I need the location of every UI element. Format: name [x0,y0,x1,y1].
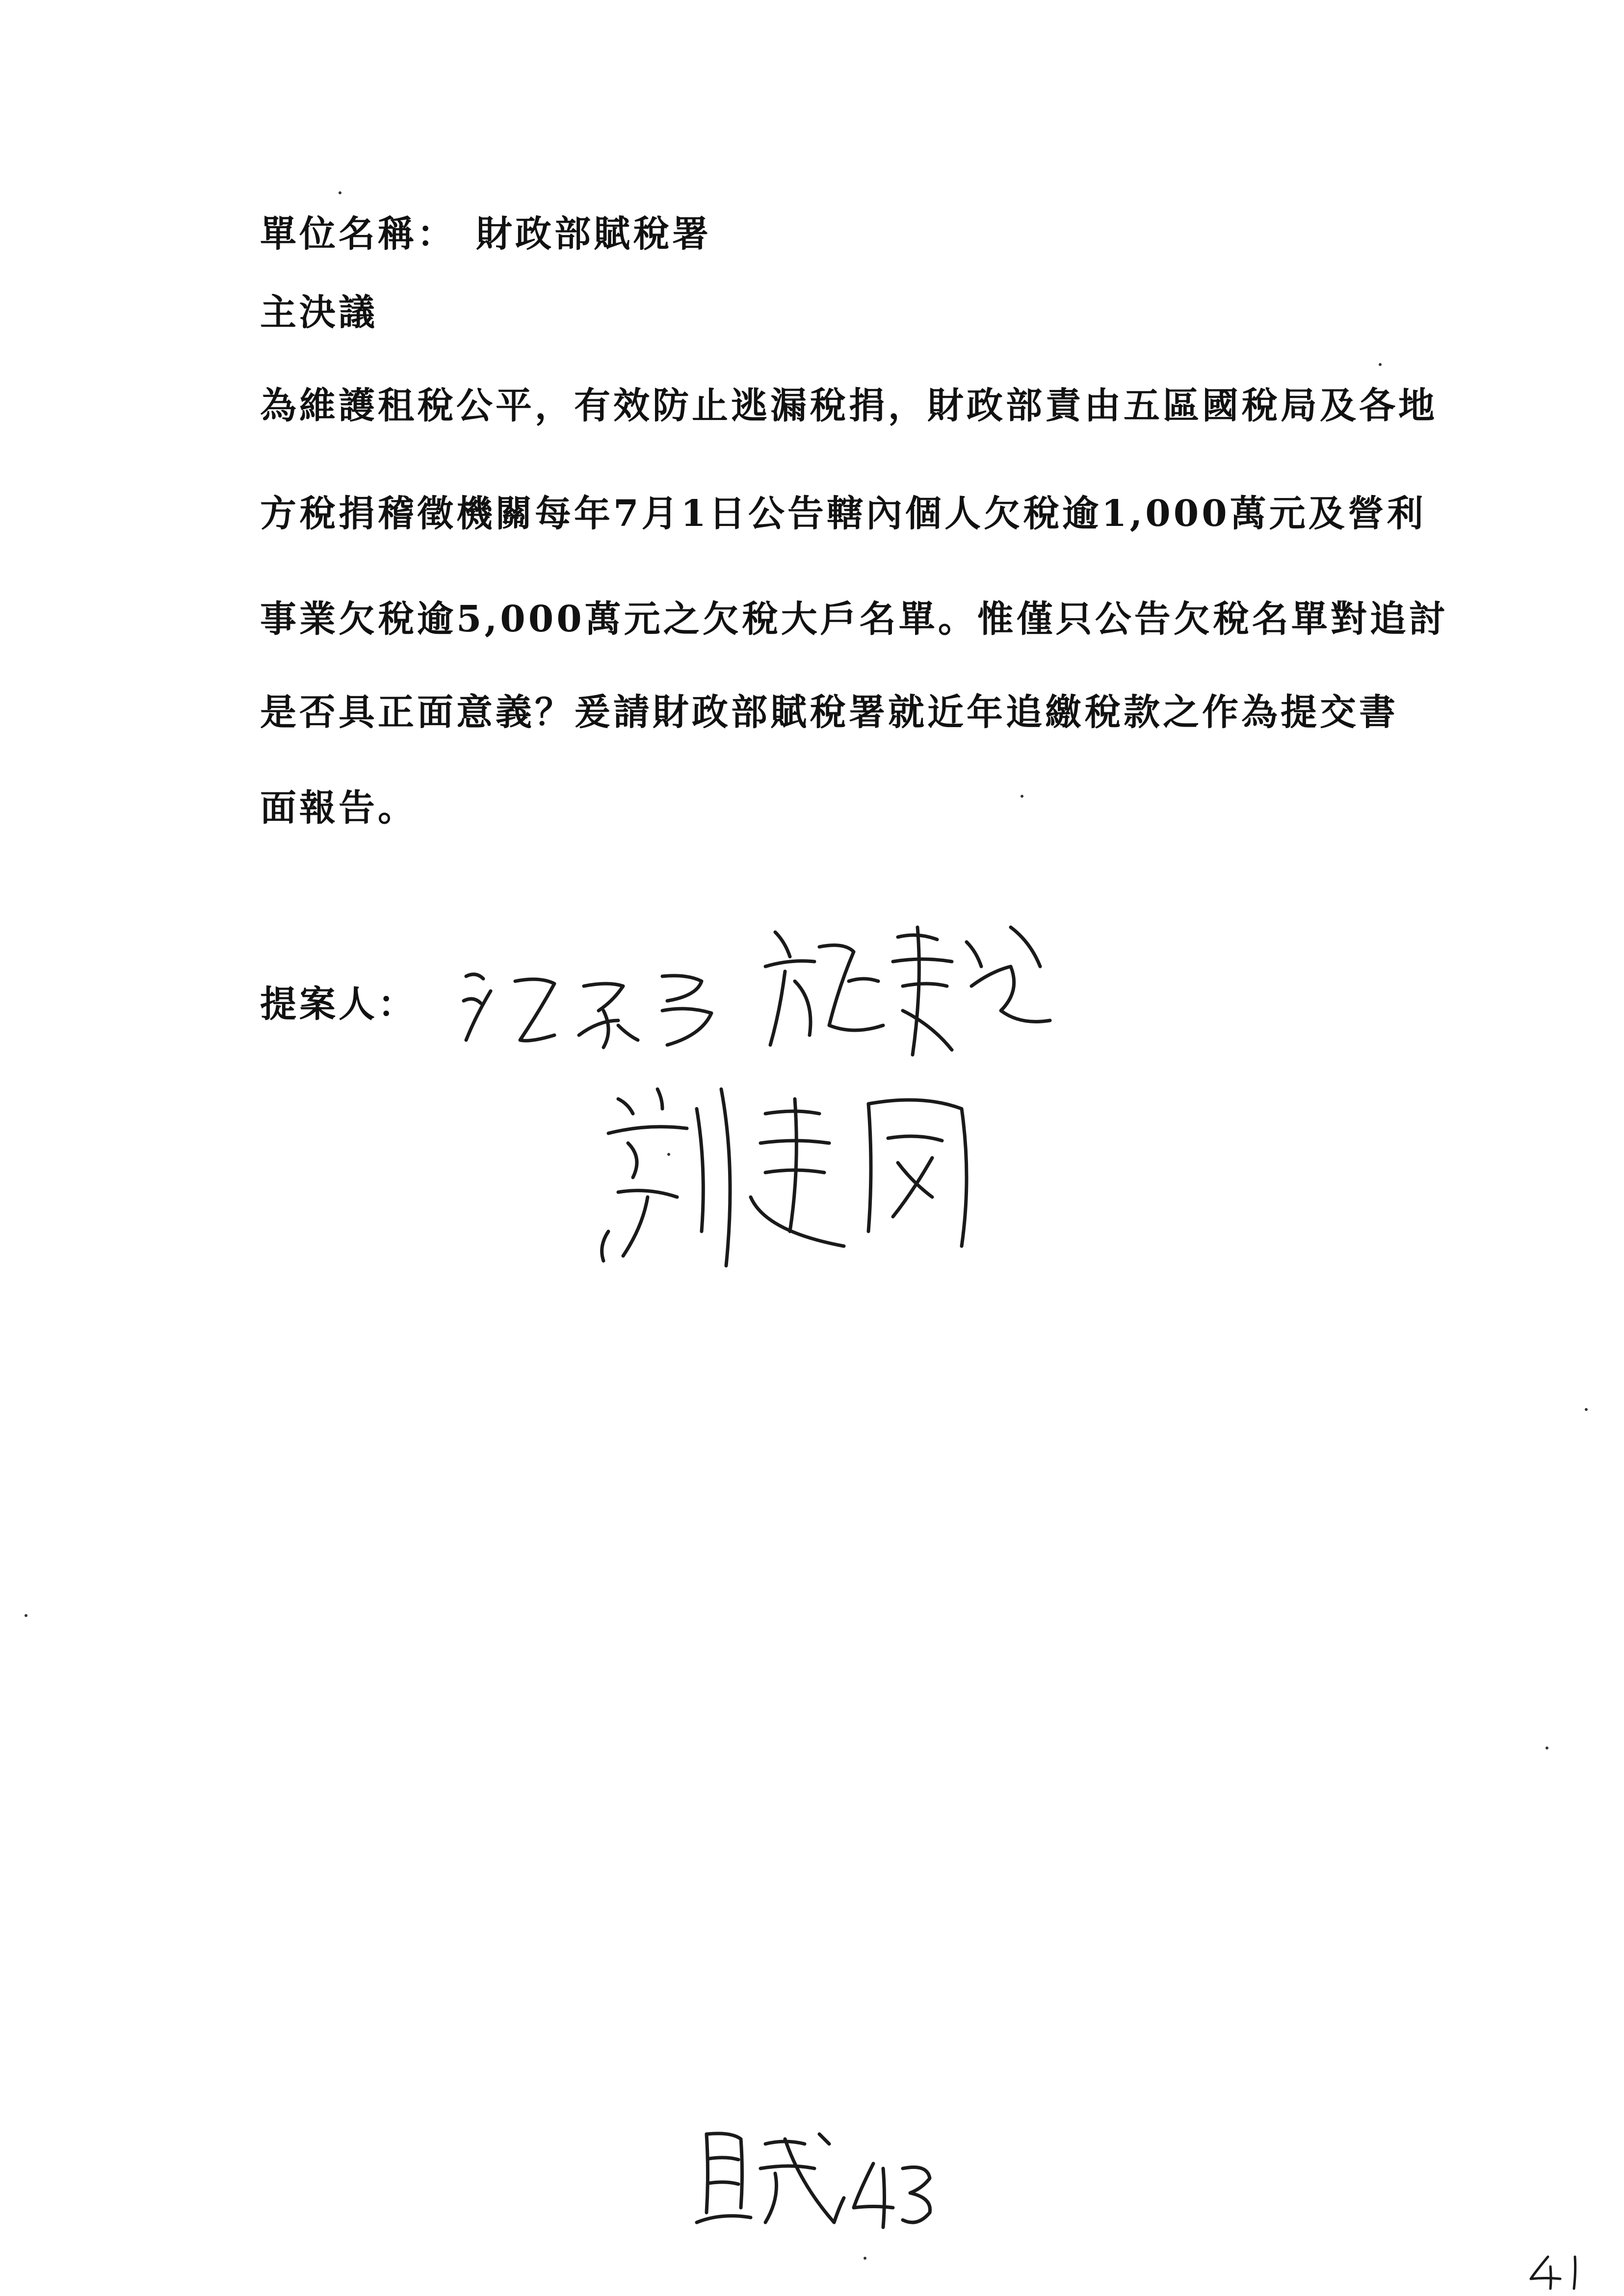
unit-value: 財政部賦稅署 [476,213,711,255]
signature-2-handwriting [756,913,1070,1070]
resolution-line-3: 事業欠稅逾5,000萬元之欠稅大戶名單。惟僅只公告欠稅名單對追討 [260,598,1448,640]
scan-speck [1379,363,1382,366]
scan-speck [25,1614,27,1617]
scan-speck [1545,1747,1548,1749]
scan-speck [1585,1408,1588,1411]
signature-1-handwriting [456,957,731,1055]
scan-speck [864,2257,866,2260]
unit-label: 單位名稱： [260,213,456,255]
unit-line [260,213,711,255]
scan-speck [1021,795,1023,798]
signature-3-handwriting [589,1070,991,1276]
proposer-label: 提案人： [260,983,417,1025]
resolution-line-1: 為維護租稅公平，有效防止逃漏稅捐，財政部責由五區國稅局及各地 [260,385,1438,427]
scan-speck [667,1153,670,1156]
resolution-line-2: 方稅捐稽徵機關每年7月1日公告轄內個人欠稅逾1,000萬元及營利 [260,493,1426,535]
resolution-line-4: 是否具正面意義？爰請財政部賦稅署就近年追繳稅款之作為提交書 [260,691,1398,733]
resolution-heading: 主決議 [260,291,378,334]
scan-speck [339,191,341,194]
resolution-line-5: 面報告。 [260,787,417,829]
stamp-handwriting [687,2124,942,2232]
page-number-handwriting [1526,2252,1590,2291]
